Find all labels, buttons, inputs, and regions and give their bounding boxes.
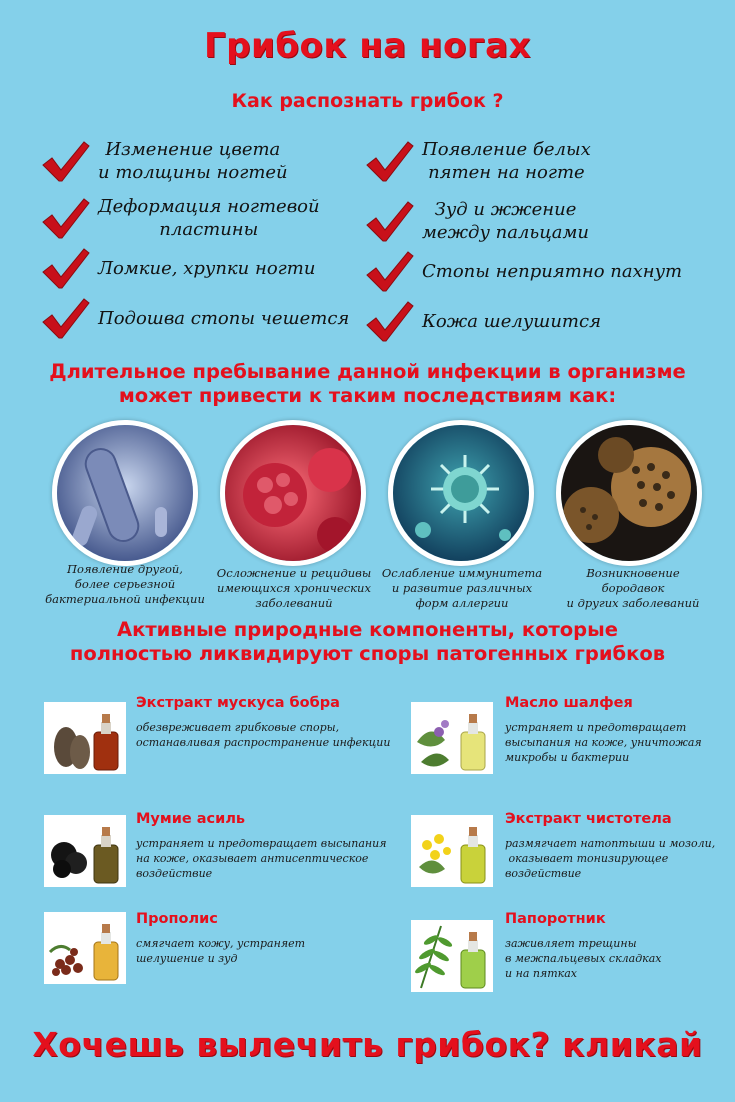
symptom-item [40, 195, 320, 241]
checkmark-icon [364, 138, 414, 184]
symptom-text: Подошва стопы чешется [98, 307, 350, 329]
checkmark-icon [40, 138, 90, 184]
ingredient-title: Папоротник [505, 911, 606, 927]
checkmark-icon [364, 298, 414, 344]
ingredient-title: Прополис [136, 911, 218, 927]
symptom-text: Изменение цвета и толщины ногтей [98, 139, 288, 183]
sage-oil-bottle-icon [411, 702, 493, 774]
ingredient-desc: устраняет и предотвращает высыпания на коже, уничтожая микробы и бактерии [505, 721, 702, 764]
ingredients-heading: Активные природные компоненты, которые полностью ликвидируют споры патогенных грибков [69, 618, 666, 665]
propolis-bottle-icon [44, 912, 126, 984]
consequences-heading: Длительное пребывание данной инфекции в организме может привести к таким последствиям как: [49, 360, 686, 407]
symptom-text: Кожа шелушится [422, 310, 601, 332]
symptom-item [40, 138, 288, 184]
consequence-caption: Осложнение и рецидивы имеющихся хронических заболеваний [216, 566, 372, 610]
ingredient-title: Масло шалфея [505, 695, 633, 711]
cta-link[interactable]: Хочешь вылечить грибок? кликай [32, 1025, 703, 1064]
ingredient-desc: заживляет трещины в межпальцевых складках и на пятках [505, 937, 662, 980]
consequence-caption: Возникновение бородавок и других заболеваний [566, 566, 700, 610]
ingredient-desc: смягчает кожу, устраняет шелушение и зуд [136, 937, 306, 965]
symptom-text: Стопы неприятно пахнут [422, 260, 683, 282]
checkmark-icon [40, 195, 90, 241]
bacteria-icon [52, 420, 198, 566]
beaver-musk-bottle-icon [44, 702, 126, 774]
checkmark-icon [364, 198, 414, 244]
symptom-item [364, 298, 601, 344]
checkmark-icon [40, 295, 90, 341]
symptom-text: Ломкие, хрупки ногти [98, 257, 316, 279]
consequence-caption: Появление другой, более серьезной бактериальной инфекции [45, 562, 205, 606]
consequence-caption: Ослабление иммунитета и развитие различных форм аллергии [381, 566, 543, 610]
ingredient-title: Экстракт мускуса бобра [136, 695, 340, 711]
symptom-text: Появление белых пятен на ногте [422, 139, 591, 183]
spores-icon [556, 420, 702, 566]
ingredient-desc: обезвреживает грибковые споры, останавливая распространение инфекции [136, 721, 391, 749]
ingredient-title: Мумие асиль [136, 811, 246, 827]
checkmark-icon [364, 248, 414, 294]
symptom-text: Зуд и жжение между пальцами [422, 199, 590, 243]
checkmark-icon [40, 245, 90, 291]
symptom-item [364, 198, 589, 244]
virus-icon [388, 420, 534, 566]
symptom-item [364, 138, 591, 184]
symptom-item [40, 245, 315, 291]
celandine-bottle-icon [411, 815, 493, 887]
symptom-item [40, 295, 349, 341]
ingredient-title: Экстракт чистотела [505, 811, 672, 827]
symptom-text: Деформация ногтевой пластины [98, 196, 320, 240]
ingredient-desc: размягчает натоптыши и мозоли, оказывает тонизирующее воздействие [505, 837, 716, 880]
cells-icon [220, 420, 366, 566]
symptom-item [364, 248, 682, 294]
fern-bottle-icon [411, 920, 493, 992]
page-title: Грибок на ногах [203, 26, 532, 66]
ingredient-desc: устраняет и предотвращает высыпания на коже, оказывает антисептическое воздействие [136, 837, 387, 880]
page-subtitle: Как распознать грибок ? [231, 90, 504, 112]
mumie-bottle-icon [44, 815, 126, 887]
